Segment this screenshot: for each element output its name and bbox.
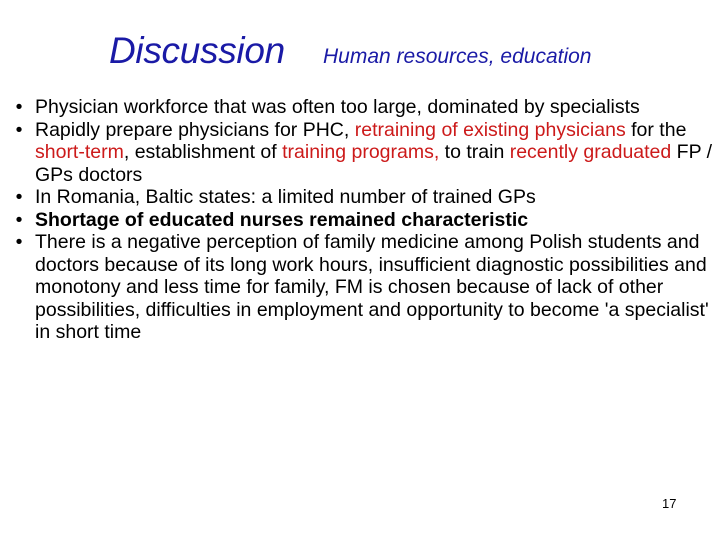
bullet-text-segment: Physician workforce that was often too large, dominated by specialists (35, 96, 640, 118)
bullet-text-segment: There is a negative perception of family medicine among Polish students and doctors because of its long work hours, insufficient diagnostic possibilities and monotony and less time for family, FM is chosen because of lack of other possibilities, difficulties in employment and opportunity to become 'a specialist' in short time (35, 231, 709, 343)
bullet-text-segment: training programs, (282, 141, 440, 163)
bullet-list (0, 96, 720, 344)
bullet-marker: • (15, 208, 23, 231)
bullet-text-segment: Rapidly prepare physicians for PHC, (35, 118, 355, 141)
bullet-item (0, 96, 720, 119)
bullet-marker: • (15, 186, 23, 208)
title-row (0, 30, 720, 80)
bullet-text-segment: short-term (35, 141, 124, 163)
bullet-item (0, 186, 720, 209)
bullet-marker: • (15, 231, 23, 253)
bullet-text-segment: for the (625, 118, 687, 141)
bullet-text-segment: retraining of existing physicians (354, 118, 626, 141)
slide-title: Discussion (109, 30, 285, 71)
bullet-text-segment: FP / GPs doctors (35, 141, 713, 186)
bullet-marker: • (15, 118, 23, 141)
page-number: 17 (662, 496, 677, 511)
bullet-marker: • (15, 96, 23, 118)
bullet-text-segment: In Romania, Baltic states: a limited number of trained GPs (35, 186, 536, 208)
slide-subtitle: Human resources, education (323, 45, 592, 68)
bullet-text-segment: , establishment of (123, 141, 283, 163)
bullet-item (0, 209, 720, 232)
bullet-item (0, 231, 720, 344)
bullet-text-segment: recently graduated (509, 141, 672, 163)
bullet-item (0, 119, 720, 187)
bullet-text-segment: to train (439, 141, 510, 163)
bullet-text-segment: Shortage of educated nurses remained characteristic (35, 208, 529, 231)
